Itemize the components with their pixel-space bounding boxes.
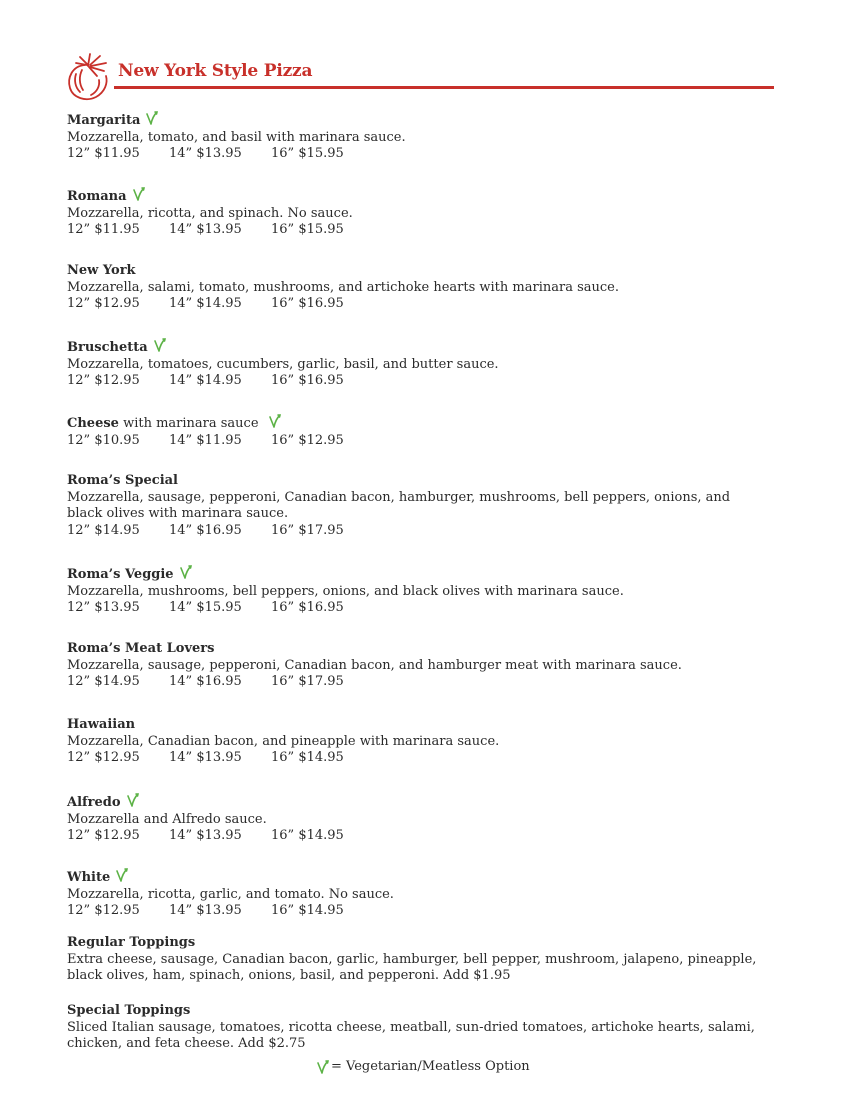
item-prices bbox=[67, 433, 767, 450]
price-14: 14” $16.95 bbox=[169, 674, 242, 689]
menu-item-cheese bbox=[67, 414, 767, 449]
page-title: New York Style Pizza bbox=[118, 61, 313, 81]
item-name-suffix: with marinara sauce bbox=[118, 416, 259, 431]
item-prices bbox=[67, 600, 767, 617]
item-description: Mozzarella, ricotta, garlic, and tomato. No sauce. bbox=[67, 886, 394, 902]
section-title: Regular Toppings bbox=[67, 935, 196, 950]
item-prices bbox=[67, 373, 767, 390]
vegetarian-leaf-icon bbox=[268, 414, 281, 428]
price-14: 14” $14.95 bbox=[169, 373, 242, 388]
price-16: 16” $17.95 bbox=[271, 674, 344, 689]
item-description: Mozzarella, sausage, pepperoni, Canadian bacon, and hamburger meat with marinara sauce. bbox=[67, 657, 682, 673]
vegetarian-leaf-icon bbox=[145, 111, 158, 125]
menu-item-romas-veggie bbox=[67, 565, 767, 617]
price-16: 16” $16.95 bbox=[271, 600, 344, 615]
item-description: Mozzarella and Alfredo sauce. bbox=[67, 811, 267, 827]
menu-item-bruschetta bbox=[67, 338, 767, 390]
price-12: 12” $12.95 bbox=[67, 903, 140, 918]
vegetarian-leaf-icon bbox=[115, 868, 128, 882]
menu-item-white bbox=[67, 868, 767, 920]
item-name: White bbox=[67, 870, 111, 885]
price-16: 16” $17.95 bbox=[271, 522, 344, 538]
price-16: 16” $16.95 bbox=[271, 373, 344, 388]
vegetarian-leaf-icon bbox=[126, 793, 139, 807]
legend-text: = Vegetarian/Meatless Option bbox=[331, 1059, 530, 1074]
item-name: Bruschetta bbox=[67, 340, 148, 355]
section-description: Extra cheese, sausage, Canadian bacon, garlic, hamburger, bell pepper, mushroom, jalapeno, pineapple, black olives, ham, spinach, onions, basil, and pepperoni. Add $1.95 bbox=[67, 951, 757, 983]
vegetarian-leaf-icon bbox=[316, 1060, 329, 1074]
item-description: Mozzarella, tomato, and basil with marinara sauce. bbox=[67, 129, 406, 145]
item-prices bbox=[67, 296, 767, 313]
item-prices bbox=[67, 750, 767, 767]
price-12: 12” $11.95 bbox=[67, 146, 140, 161]
price-14: 14” $16.95 bbox=[169, 522, 242, 538]
vegetarian-leaf-icon bbox=[153, 338, 166, 352]
price-14: 14” $13.95 bbox=[169, 750, 242, 765]
price-16: 16” $15.95 bbox=[271, 222, 344, 237]
price-16: 16” $14.95 bbox=[271, 750, 344, 765]
vegetarian-leaf-icon bbox=[132, 187, 145, 201]
item-description: Mozzarella, mushrooms, bell peppers, onions, and black olives with marinara sauce. bbox=[67, 583, 624, 599]
item-prices bbox=[67, 903, 767, 920]
vegetarian-legend bbox=[316, 1059, 530, 1076]
menu-item-romas-special bbox=[67, 473, 767, 539]
price-12: 12” $12.95 bbox=[67, 296, 140, 311]
menu-item-romas-meat-lovers bbox=[67, 641, 767, 691]
price-12: 12” $10.95 bbox=[67, 432, 140, 448]
price-16: 16” $14.95 bbox=[271, 903, 344, 918]
menu-item-hawaiian bbox=[67, 717, 767, 767]
item-name: Roma’s Special bbox=[67, 473, 178, 488]
price-12: 12” $12.95 bbox=[67, 373, 140, 388]
price-12: 12” $12.95 bbox=[67, 828, 140, 843]
item-description: Mozzarella, salami, tomato, mushrooms, and artichoke hearts with marinara sauce. bbox=[67, 279, 619, 295]
menu-header bbox=[66, 52, 774, 104]
item-prices bbox=[67, 674, 767, 691]
item-prices bbox=[67, 222, 767, 239]
price-14: 14” $11.95 bbox=[169, 432, 242, 448]
menu-item-margarita bbox=[67, 111, 767, 163]
item-description: Mozzarella, ricotta, and spinach. No sauce. bbox=[67, 205, 353, 221]
price-12: 12” $12.95 bbox=[67, 750, 140, 765]
price-12: 12” $13.95 bbox=[67, 600, 140, 615]
price-16: 16” $15.95 bbox=[271, 146, 344, 161]
price-16: 16” $12.95 bbox=[271, 432, 344, 448]
item-prices bbox=[67, 828, 767, 845]
price-14: 14” $13.95 bbox=[169, 828, 242, 843]
price-14: 14” $14.95 bbox=[169, 296, 242, 311]
item-prices bbox=[67, 146, 767, 163]
item-description: Mozzarella, tomatoes, cucumbers, garlic, basil, and butter sauce. bbox=[67, 356, 499, 372]
price-12: 12” $14.95 bbox=[67, 674, 140, 689]
item-name: Margarita bbox=[67, 113, 141, 128]
menu-item-alfredo bbox=[67, 793, 767, 845]
price-12: 12” $11.95 bbox=[67, 222, 140, 237]
item-name: Cheese bbox=[67, 416, 119, 431]
header-rule bbox=[114, 86, 774, 89]
item-name: Romana bbox=[67, 189, 127, 204]
price-14: 14” $15.95 bbox=[169, 600, 242, 615]
section-description: Sliced Italian sausage, tomatoes, ricotta cheese, meatball, sun-dried tomatoes, artichoke hearts, salami, chicken, and feta cheese. Add $2.75 bbox=[67, 1019, 755, 1051]
price-14: 14” $13.95 bbox=[169, 146, 242, 161]
item-name: Roma’s Veggie bbox=[67, 567, 174, 582]
item-description: Mozzarella, Canadian bacon, and pineapple with marinara sauce. bbox=[67, 733, 500, 749]
special-toppings-section bbox=[67, 1003, 767, 1053]
price-12: 12” $14.95 bbox=[67, 522, 140, 538]
price-16: 16” $16.95 bbox=[271, 296, 344, 311]
vegetarian-leaf-icon bbox=[179, 565, 192, 579]
price-14: 14” $13.95 bbox=[169, 222, 242, 237]
item-description: Mozzarella, sausage, pepperoni, Canadian bacon, hamburger, mushrooms, bell peppers, onions, and black olives with marinara sauce. bbox=[67, 489, 731, 521]
section-title: Special Toppings bbox=[67, 1003, 191, 1018]
item-prices bbox=[67, 523, 767, 540]
price-16: 16” $14.95 bbox=[271, 828, 344, 843]
tomato-logo-icon bbox=[66, 52, 112, 102]
item-name: Alfredo bbox=[67, 795, 121, 810]
item-name: Hawaiian bbox=[67, 717, 136, 732]
menu-item-romana bbox=[67, 187, 767, 239]
menu-item-new-york bbox=[67, 263, 767, 313]
price-14: 14” $13.95 bbox=[169, 903, 242, 918]
regular-toppings-section bbox=[67, 935, 767, 985]
item-name: New York bbox=[67, 263, 136, 278]
item-name: Roma’s Meat Lovers bbox=[67, 641, 215, 656]
